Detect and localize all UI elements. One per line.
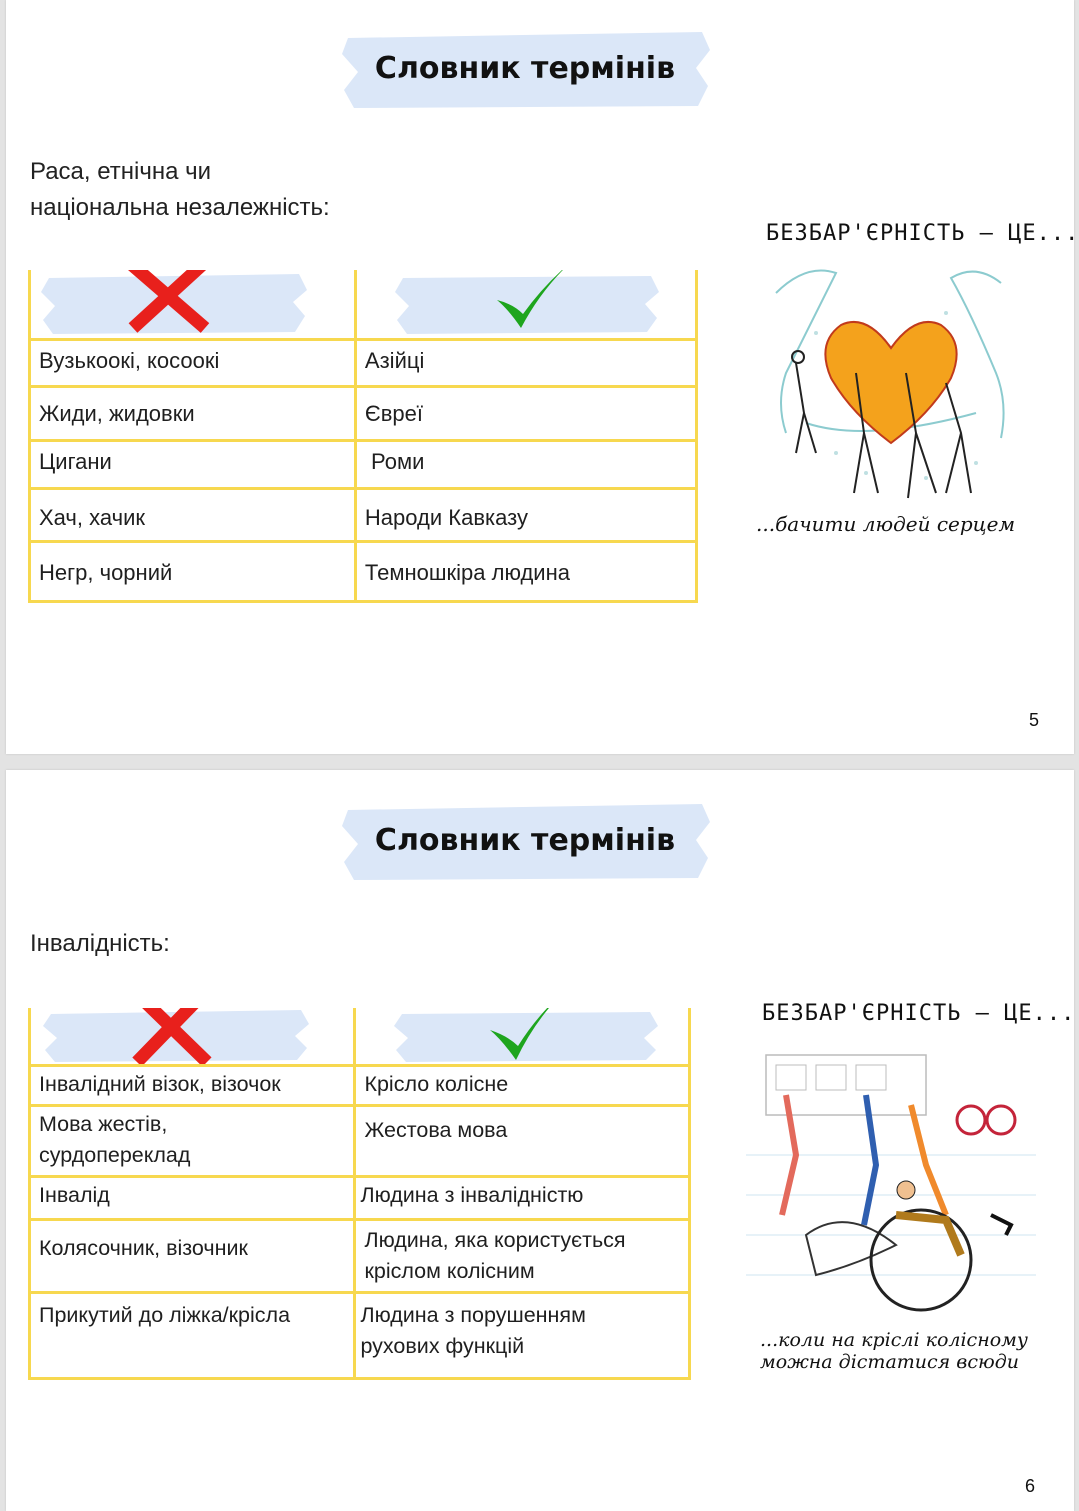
title-banner <box>340 800 710 882</box>
table-row <box>30 1106 690 1177</box>
table-row <box>30 387 697 441</box>
terms-table <box>28 1008 691 1380</box>
poster-illustration <box>746 995 1076 1385</box>
table-row <box>30 542 697 602</box>
wrong-term: Інвалід <box>30 1177 355 1220</box>
document-page-6 <box>6 770 1074 1511</box>
correct-term: Народи Кавказу <box>355 489 696 542</box>
correct-term: Азійці <box>355 340 696 387</box>
correct-term: Людина, яка користується кріслом колісним <box>355 1220 690 1293</box>
correct-term: Темношкіра людина <box>355 542 696 602</box>
page-title: Словник термінів <box>374 823 676 858</box>
wheelchair-city-illustration <box>746 1035 1036 1325</box>
section-heading: Раса, етнічна чи національна незалежність: <box>30 158 330 221</box>
correct-term: Євреї <box>355 387 696 441</box>
table-row <box>30 1066 690 1106</box>
poster-caption: ...коли на кріслі колісному можна дістатися всюди <box>760 1329 1028 1373</box>
wrong-term: Мова жестів, сурдопереклад <box>30 1106 355 1177</box>
correct-term: Крісло колісне <box>355 1066 690 1106</box>
page-title: Словник термінів <box>374 51 676 86</box>
page-number: 6 <box>1025 1476 1036 1496</box>
wrong-term: Хач, хачик <box>30 489 356 542</box>
wrong-term: Прикутий до ліжка/крісла <box>30 1293 355 1379</box>
document-page-5 <box>6 0 1079 754</box>
wrong-terms-header <box>30 270 356 340</box>
table-row <box>30 340 697 387</box>
page-number: 5 <box>1029 710 1040 730</box>
table-row <box>30 1220 690 1293</box>
wrong-term: Жиди, жидовки <box>30 387 356 441</box>
poster-title: БЕЗБАР'ЄРНІСТЬ — ЦЕ... <box>762 1001 1076 1026</box>
correct-terms-header <box>355 1008 690 1066</box>
table-row <box>30 1293 690 1379</box>
wrong-term: Інвалідний візок, візочок <box>30 1066 355 1106</box>
correct-term: Жестова мова <box>355 1106 690 1177</box>
wrong-term: Колясочник, візочник <box>30 1220 355 1293</box>
correct-term: Людина з порушенням рухових функцій <box>355 1293 690 1379</box>
table-row <box>30 489 697 542</box>
correct-terms-header <box>355 270 696 340</box>
poster-title: БЕЗБАР'ЄРНІСТЬ — ЦЕ... <box>766 221 1079 246</box>
wrong-term: Негр, чорний <box>30 542 356 602</box>
correct-term: Людина з інвалідністю <box>355 1177 690 1220</box>
heart-hands-illustration <box>746 253 1036 513</box>
table-row <box>30 441 697 489</box>
wrong-terms-header <box>30 1008 355 1066</box>
table-row <box>30 1177 690 1220</box>
correct-term: Роми <box>355 441 696 489</box>
terms-table <box>28 270 698 603</box>
title-banner <box>340 28 710 110</box>
poster-caption: ...бачити людей серцем <box>756 512 1016 536</box>
poster-illustration <box>746 215 1079 545</box>
wrong-term: Цигани <box>30 441 356 489</box>
wrong-term: Вузькоокі, косоокі <box>30 340 356 387</box>
section-heading: Інвалідність: <box>30 930 170 957</box>
